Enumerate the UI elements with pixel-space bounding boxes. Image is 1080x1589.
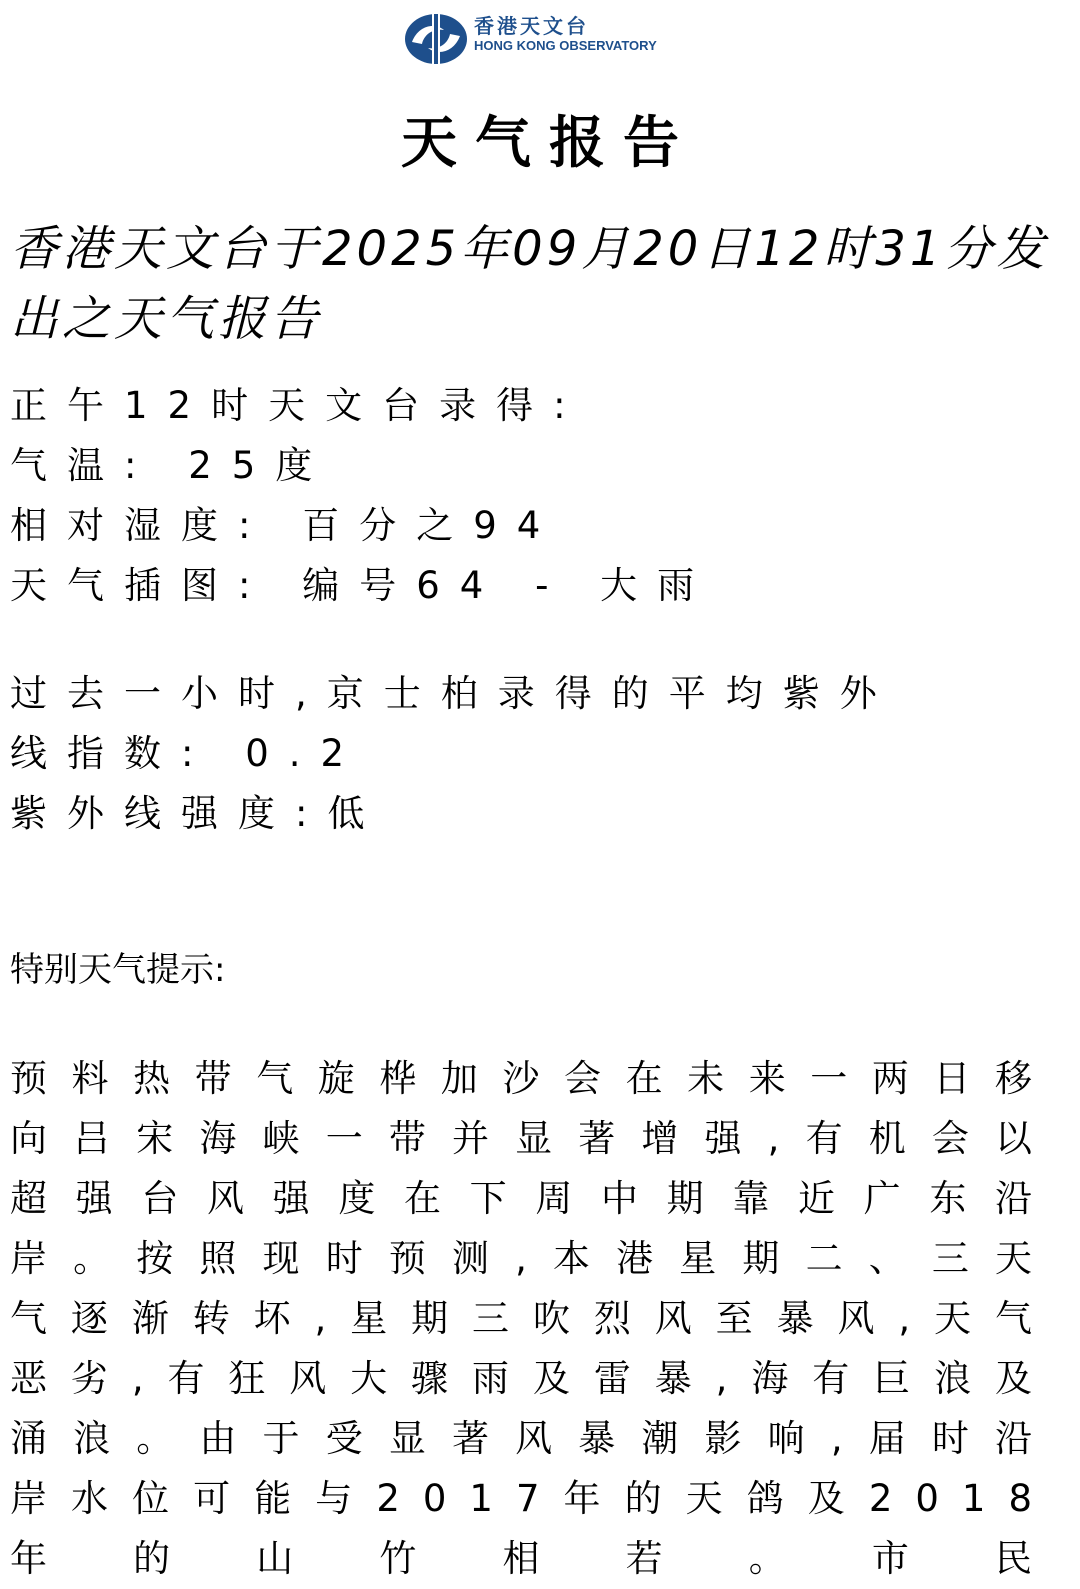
issue-time-heading: 香港天文台于2025年09月20日12时31分发出之天气报告 xyxy=(10,221,1049,347)
uv-index-line-1: 过去一小时,京士柏录得的平均紫外 xyxy=(10,672,897,715)
page-title: 天气报告 xyxy=(401,111,697,176)
logo-text-english: HONG KONG OBSERVATORY xyxy=(474,38,657,53)
observatory-logo-icon xyxy=(404,12,468,66)
logo-text-chinese: 香港天文台 xyxy=(474,14,589,38)
header xyxy=(0,10,1080,68)
humidity-reading: 相对湿度: 百分之94 xyxy=(10,504,561,547)
weather-pictograph-text: 天气插图: 编号64 - 大雨 xyxy=(10,564,715,607)
special-tips-body: 预料热带气旋桦加沙会在未来一两日移向吕宋海峡一带并显著增强,有机会以超强台风强度在下周中期靠近广东沿岸。按照现时预测,本港星期二、三天气逐渐转坏,星期三吹烈风至暴风,天气恶劣,有狂风大骤雨及雷暴,海有巨浪及涌浪。由于受显著风暴潮影响,届时沿岸水位可能与2017年的天鸽及2018年的山竹相若。市民 xyxy=(10,1057,1055,1580)
temperature-reading: 气温: 25度 xyxy=(10,444,333,487)
uv-index-line-2: 线指数: 0.2 xyxy=(10,732,365,775)
observations-block xyxy=(10,376,1055,616)
uv-block xyxy=(10,664,1055,844)
observations-heading: 正午12时天文台录得: xyxy=(10,384,586,427)
special-tips-label: 特别天气提示: xyxy=(10,950,226,990)
uv-intensity: 紫外线强度:低 xyxy=(10,792,385,835)
